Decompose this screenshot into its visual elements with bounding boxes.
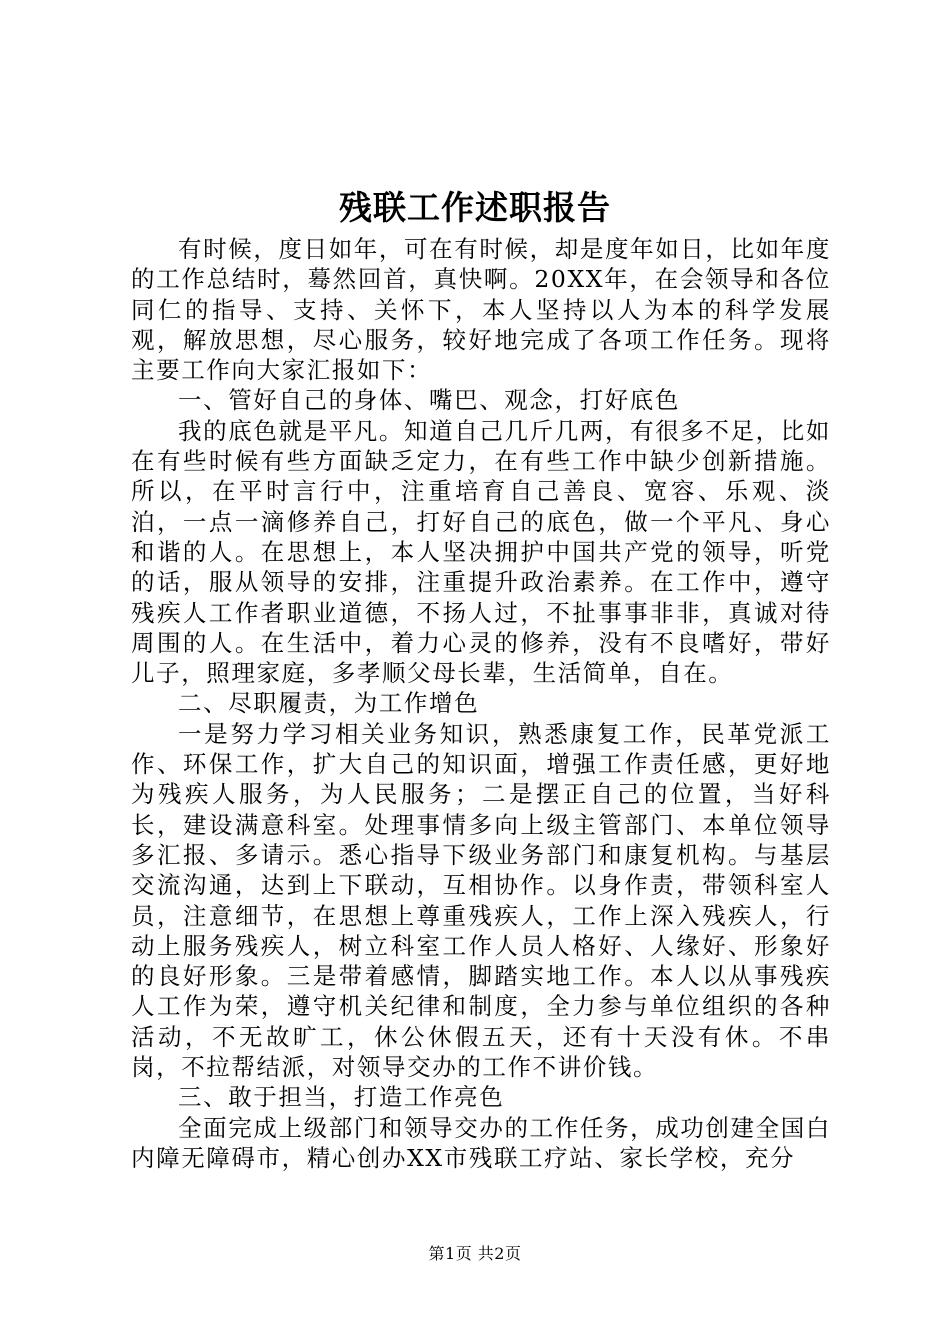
section-heading-1: 一、管好自己的身体、嘴巴、观念，打好底色	[178, 386, 680, 415]
paragraph-section-3: 全面完成上级部门和领导交办的工作任务，成功创建全国白内障无障碍市，精心创办XX市残联工疗站、家长学校，充分	[131, 1113, 831, 1172]
document-title: 残联工作述职报告	[339, 188, 611, 227]
page-footer: 第1页 共2页	[428, 1244, 522, 1263]
document-body	[131, 234, 831, 1173]
section-heading-2: 二、尽职履责，为工作增色	[178, 689, 480, 718]
paragraph-section-2: 一是努力学习相关业务知识，熟悉康复工作，民革党派工作、环保工作，扩大自己的知识面，增强工作责任感，更好地为残疾人服务，为人民服务；二是摆正自己的位置，当好科长，建设满意科室。处理事情多向上级主管部门、本单位领导多汇报、多请示。悉心指导下级业务部门和康复机构。与基层交流沟通，达到上下联动，互相协作。以身作责，带领科室人员，注意细节，在思想上尊重残疾人，工作上深入残疾人，行动上服务残疾人，树立科室工作人员人格好、人缘好、形象好的良好形象。三是带着感情，脚踏实地工作。本人以从事残疾人工作为荣，遵守机关纪律和制度，全力参与单位组织的各种活动，不无故旷工，休公休假五天，还有十天没有休。不串岗，不拉帮结派，对领导交办的工作不讲价钱。	[131, 719, 831, 1082]
paragraph-section-1: 我的底色就是平凡。知道自己几斤几两，有很多不足，比如在有些时候有些方面缺乏定力，在有些工作中缺少创新措施。所以，在平时言行中，注重培育自己善良、宽容、乐观、淡泊，一点一滴修养自己，打好自己的底色，做一个平凡、身心和谐的人。在思想上，本人坚决拥护中国共产党的领导，听党的话，服从领导的安排，注重提升政治素养。在工作中，遵守残疾人工作者职业道德，不扬人过，不扯事事非非，真诚对待周围的人。在生活中，着力心灵的修养，没有不良嗜好，带好儿子，照理家庭，多孝顺父母长辈，生活简单，自在。	[131, 416, 831, 688]
section-heading-3: 三、敢于担当，打造工作亮色	[178, 1083, 505, 1112]
paragraph-intro: 有时候，度日如年，可在有时候，却是度年如日，比如年度的工作总结时，蓦然回首，真快啊。20XX年，在会领导和各位同仁的指导、支持、关怀下，本人坚持以人为本的科学发展观，解放思想，尽心服务，较好地完成了各项工作任务。现将主要工作向大家汇报如下：	[131, 235, 831, 385]
